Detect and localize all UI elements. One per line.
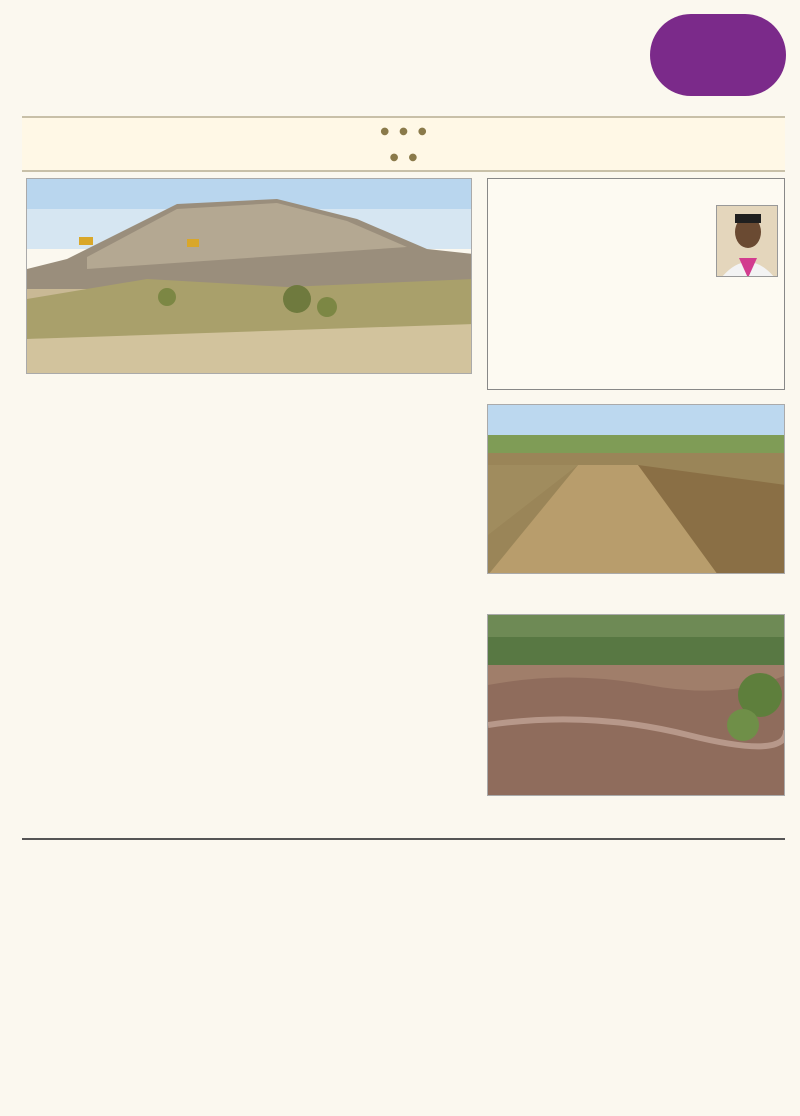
- subhead-item: [409, 144, 418, 170]
- subheads-bar: [22, 116, 785, 172]
- headline: [22, 6, 652, 106]
- bottom-column-1: [26, 844, 172, 1110]
- article-column-3: [330, 404, 480, 830]
- bottom-column-5: [639, 844, 785, 1110]
- article-column-1: [26, 404, 172, 830]
- bottom-column-4: [487, 844, 633, 1110]
- construction-site-photo: [26, 178, 472, 374]
- road-photo: [487, 404, 785, 574]
- bottom-column-3: [330, 844, 480, 1110]
- location-badge: [650, 14, 786, 96]
- subheads-row-1: [22, 118, 785, 144]
- stream-photo: [487, 614, 785, 796]
- leader-portrait: [716, 205, 778, 277]
- subhead-item: [418, 118, 427, 144]
- sidebox-text-top: [496, 207, 714, 281]
- article-column-2: [178, 404, 324, 830]
- subhead-item: [399, 118, 408, 144]
- subheads-row-2: [22, 144, 785, 170]
- quote-sidebox: [487, 178, 785, 390]
- bottom-column-2: [178, 844, 324, 1110]
- subhead-item: [390, 144, 399, 170]
- subhead-item: [380, 118, 389, 144]
